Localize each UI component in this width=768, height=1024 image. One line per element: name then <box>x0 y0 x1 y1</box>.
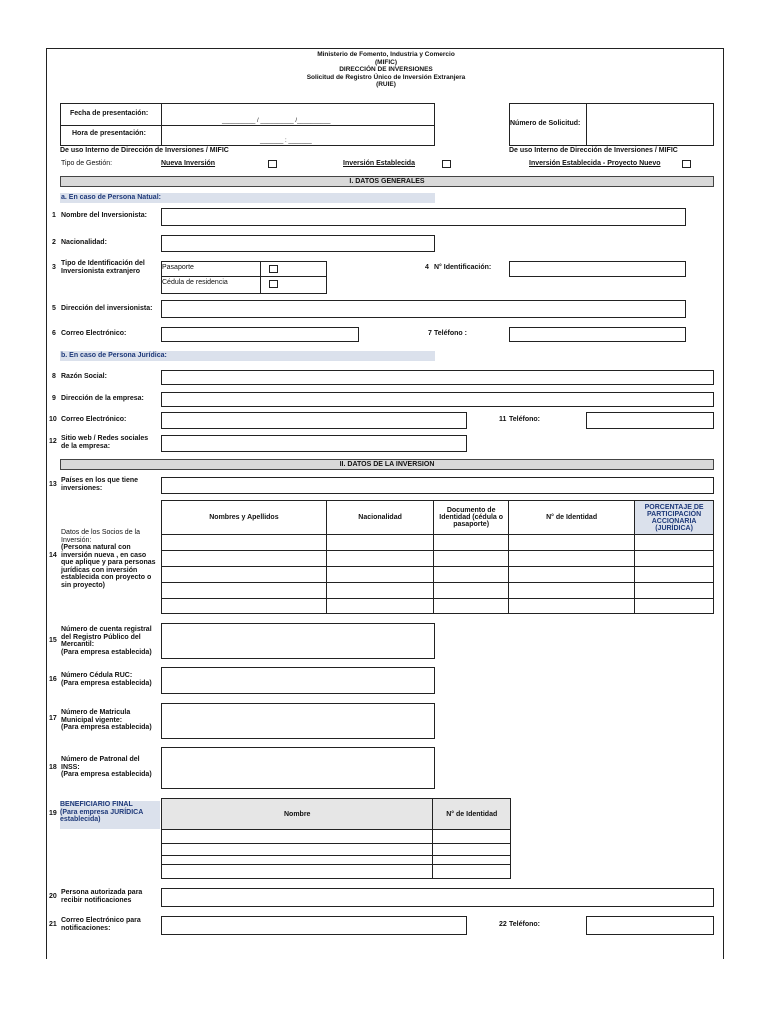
persona-autorizada-input[interactable] <box>161 888 714 907</box>
cedula-ruc-title: Número Cédula RUC: <box>61 672 133 679</box>
telefono-notificaciones-label: Teléfono: <box>509 921 540 928</box>
table-row <box>162 583 714 599</box>
tipo-id-row-divider <box>161 276 327 277</box>
fecha-input[interactable]: __________ / __________ /__________ <box>222 118 331 124</box>
checkbox-pasaporte[interactable] <box>269 265 278 273</box>
numero-col-divider <box>586 103 587 146</box>
header-directorate: DIRECCIÓN DE INVERSIONES <box>339 66 433 73</box>
field-number: 17 <box>49 715 57 722</box>
document-header <box>246 51 526 89</box>
subsection-persona-juridica: b. En caso de Persona Jurídica: <box>60 351 435 361</box>
table-row <box>162 830 511 844</box>
table-row <box>162 865 511 879</box>
table-row <box>162 599 714 614</box>
gestion-opt-proyecto: Inversión Establecida - Proyecto Nuevo <box>529 160 661 167</box>
field-number: 13 <box>49 481 57 488</box>
checkbox-nueva-inversion[interactable] <box>268 160 277 168</box>
razon-social-label: Razón Social: <box>61 373 107 380</box>
direccion-empresa-label: Dirección de la empresa: <box>61 395 144 402</box>
col-beneficiario-identidad: N° de Identidad <box>433 799 511 830</box>
col-nombres: Nombres y Apellidos <box>162 501 327 535</box>
patronal-inss-note: (Para empresa establecida) <box>61 771 152 778</box>
table-row <box>162 856 511 865</box>
field-number: 3 <box>52 264 56 271</box>
cuenta-registral-title: Número de cuenta registral del Registro Público del Mercantil: <box>61 626 152 648</box>
persona-autorizada-label: Persona autorizada para recibir notificaciones <box>61 889 143 904</box>
checkbox-proyecto-nuevo[interactable] <box>682 160 691 168</box>
sitio-web-label: Sitio web / Redes sociales de la empresa: <box>61 435 149 450</box>
nacionalidad-input[interactable] <box>161 235 435 252</box>
header-acronym: (MIFIC) <box>374 58 398 66</box>
razon-social-input[interactable] <box>161 370 714 385</box>
direccion-empresa-input[interactable] <box>161 392 714 407</box>
cedula-ruc-note: (Para empresa establecida) <box>61 679 152 687</box>
matricula-municipal-title: Número de Matricula Municipal vigente: <box>61 709 131 724</box>
beneficiario-table <box>161 798 511 879</box>
field-number: 18 <box>49 764 57 771</box>
patronal-inss-title: Número de Patronal del INSS: <box>61 756 140 771</box>
numero-identificacion-input[interactable] <box>509 261 686 277</box>
col-beneficiario-nombre: Nombre <box>162 799 433 830</box>
numero-identificacion-label: N° Identificación: <box>434 264 492 271</box>
table-row <box>162 551 714 567</box>
field-number: 15 <box>49 637 57 644</box>
cedula-ruc-input[interactable] <box>161 667 435 694</box>
internal-use-note: De uso Interno de Dirección de Inversiones / MIFIC <box>60 147 229 154</box>
field-number: 10 <box>49 416 57 423</box>
matricula-municipal-label <box>61 709 159 732</box>
table-row <box>162 535 714 551</box>
nombre-inversionista-label: Nombre del Inversionista: <box>61 212 147 219</box>
field-number: 4 <box>425 264 429 271</box>
beneficiario-note: (Para empresa JURÍDICA establecida) <box>60 808 143 823</box>
beneficiario-label <box>60 801 160 829</box>
nacionalidad-label: Nacionalidad: <box>61 239 107 246</box>
matricula-municipal-input[interactable] <box>161 703 435 739</box>
telefono-natural-input[interactable] <box>509 327 686 342</box>
socios-title: Datos de los Socios de la Inversión: <box>61 529 140 544</box>
section-datos-generales: I. DATOS GENERALES <box>60 176 714 187</box>
numero-solicitud-label: Número de Solicitud: <box>510 120 581 127</box>
patronal-inss-input[interactable] <box>161 747 435 789</box>
field-number: 7 <box>428 330 432 337</box>
telefono-notificaciones-input[interactable] <box>586 916 714 935</box>
cuenta-registral-input[interactable] <box>161 623 435 659</box>
telefono-natural-label: Teléfono : <box>434 330 467 337</box>
field-number: 1 <box>52 212 56 219</box>
presentation-col-divider <box>161 103 162 146</box>
field-number: 9 <box>52 395 56 402</box>
gestion-opt-establecida: Inversión Establecida <box>343 160 415 167</box>
correo-notificaciones-input[interactable] <box>161 916 467 935</box>
pasaporte-option-label: Pasaporte <box>162 264 194 271</box>
socios-label <box>61 529 159 589</box>
col-numero-identidad: N° de Identidad <box>509 501 635 535</box>
tipo-identificacion-label: Tipo de Identificación del Inversionista extranjero <box>61 260 145 275</box>
correo-natural-label: Correo Electrónico: <box>61 330 127 337</box>
patronal-inss-label <box>61 756 159 779</box>
hora-label: Hora de presentación: <box>72 130 146 137</box>
table-row <box>162 567 714 583</box>
socios-note: (Persona natural con inversión nueva , en caso que aplique y para personas jurídicas con inversión establecida con proyecto o sin proyecto) <box>61 544 156 589</box>
beneficiario-title: BENEFICIARIO FINAL <box>60 801 133 808</box>
gestion-opt-nueva: Nueva Inversión <box>161 160 216 167</box>
correo-empresa-label: Correo Electrónico: <box>61 416 127 423</box>
header-ministry: Ministerio de Fomento, Industria y Comercio <box>317 51 455 58</box>
table-row <box>162 844 511 856</box>
subsection-persona-natural: a. En caso de Persona Natual: <box>60 193 435 203</box>
paises-inversiones-label: Países en los que tiene inversiones: <box>61 477 139 492</box>
cuenta-registral-label <box>61 626 159 656</box>
telefono-empresa-label: Teléfono: <box>509 416 540 423</box>
fecha-label: Fecha de presentación: <box>70 110 149 117</box>
tipo-id-col-divider <box>260 261 261 294</box>
socios-table <box>161 500 714 614</box>
correo-natural-input[interactable] <box>161 327 359 342</box>
nombre-inversionista-input[interactable] <box>161 208 686 226</box>
internal-use-note-right: De uso Interno de Dirección de Inversiones / MIFIC <box>509 147 678 154</box>
sitio-web-input[interactable] <box>161 435 467 452</box>
matricula-municipal-note: (Para empresa establecida) <box>61 724 152 731</box>
field-number: 14 <box>49 552 57 559</box>
presentation-row-divider <box>60 125 435 126</box>
field-number: 20 <box>49 893 57 900</box>
cedula-option-label: Cédula de residencia <box>162 279 228 286</box>
field-number: 16 <box>49 676 57 683</box>
header-form-title: Solicitud de Registro Único de Inversión Extranjera <box>306 73 466 81</box>
telefono-empresa-input[interactable] <box>586 412 714 429</box>
section-datos-inversion: II. DATOS DE LA INVERSION <box>60 459 714 470</box>
field-number: 19 <box>49 810 57 817</box>
paises-inversiones-input[interactable] <box>161 477 714 494</box>
cedula-ruc-label <box>61 672 159 687</box>
col-porcentaje: PORCENTAJE DE PARTICIPACIÓN ACCIONARIA (JURÍDICA) <box>635 501 714 535</box>
direccion-inversionista-label: Dirección del inversionista: <box>61 305 153 312</box>
field-number: 2 <box>52 239 56 246</box>
direccion-inversionista-input[interactable] <box>161 300 686 318</box>
field-number: 21 <box>49 921 57 928</box>
col-documento: Documento de Identidad (cédula o pasaporte) <box>434 501 509 535</box>
checkbox-inversion-establecida[interactable] <box>442 160 451 168</box>
gestion-label: Tipo de Gestión: <box>61 160 113 167</box>
col-nacionalidad: Nacionalidad <box>326 501 433 535</box>
field-number: 12 <box>49 438 57 445</box>
hora-input[interactable]: _______ : _______ <box>260 138 312 144</box>
field-number: 6 <box>52 330 56 337</box>
cuenta-registral-note: (Para empresa establecida) <box>61 648 152 656</box>
correo-notificaciones-label: Correo Electrónico para notificaciones: <box>61 917 141 932</box>
field-number: 5 <box>52 305 56 312</box>
header-form-acronym: (RUIE) <box>376 81 396 88</box>
field-number: 22 <box>499 921 507 928</box>
checkbox-cedula-residencia[interactable] <box>269 280 278 288</box>
field-number: 11 <box>499 416 507 423</box>
field-number: 8 <box>52 373 56 380</box>
correo-empresa-input[interactable] <box>161 412 467 429</box>
